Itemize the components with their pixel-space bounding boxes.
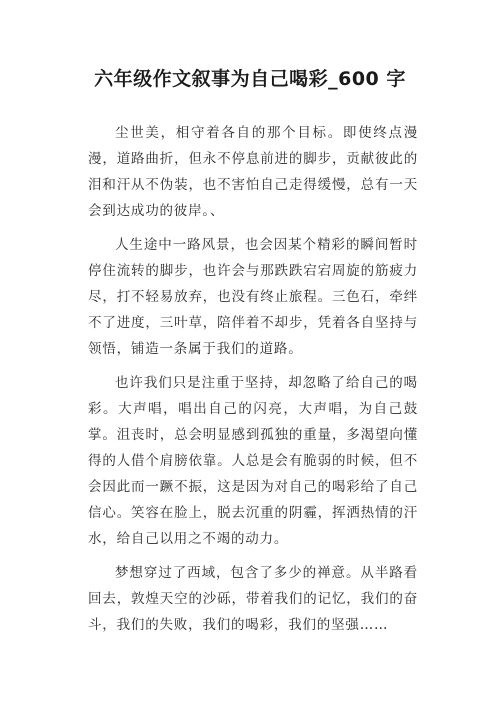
document-title: 六年级作文叙事为自己喝彩_600 字	[94, 68, 406, 90]
paragraph-4: 梦想穿过了西域，包含了多少的禅意。从半路看回去，敦煌天空的沙砾，带着我们的记忆，我们的奋斗，我们的失败，我们的喝彩，我们的坚强……	[88, 565, 418, 633]
document-body	[88, 120, 418, 646]
paragraph-2: 人生途中一路风景，也会因某个精彩的瞬间暂时停住流转的脚步，也许会与那跌跌宕宕周旋的筋疲力尽，打不轻易放弃，也没有终止旅程。三色石，牵绊不了进度，三叶草，陪伴着不却步，凭着各自坚持与领悟，铺造一条属于我们的道路。	[88, 237, 418, 357]
paragraph-1: 尘世美，相守着各自的那个目标。即使终点漫漫，道路曲折，但永不停息前进的脚步，贡献彼此的泪和汗从不伪装，也不害怕自己走得缓慢，总有一天会到达成功的彼岸。、	[88, 125, 418, 219]
paragraph-3: 也许我们只是注重于坚持，却忽略了给自己的喝彩。大声唱，唱出自己的闪亮，大声唱，为自己鼓掌。沮丧时，总会明显感到孤独的重量，多渴望向懂得的人借个肩膀依靠。人总是会有脆弱的时候，但不会因此而一蹶不振，这是因为对自己的喝彩给了自己信心。笑容在脸上，脱去沉重的阴霾，挥洒热情的汗水，给自己以用之不竭的动力。	[88, 375, 418, 547]
